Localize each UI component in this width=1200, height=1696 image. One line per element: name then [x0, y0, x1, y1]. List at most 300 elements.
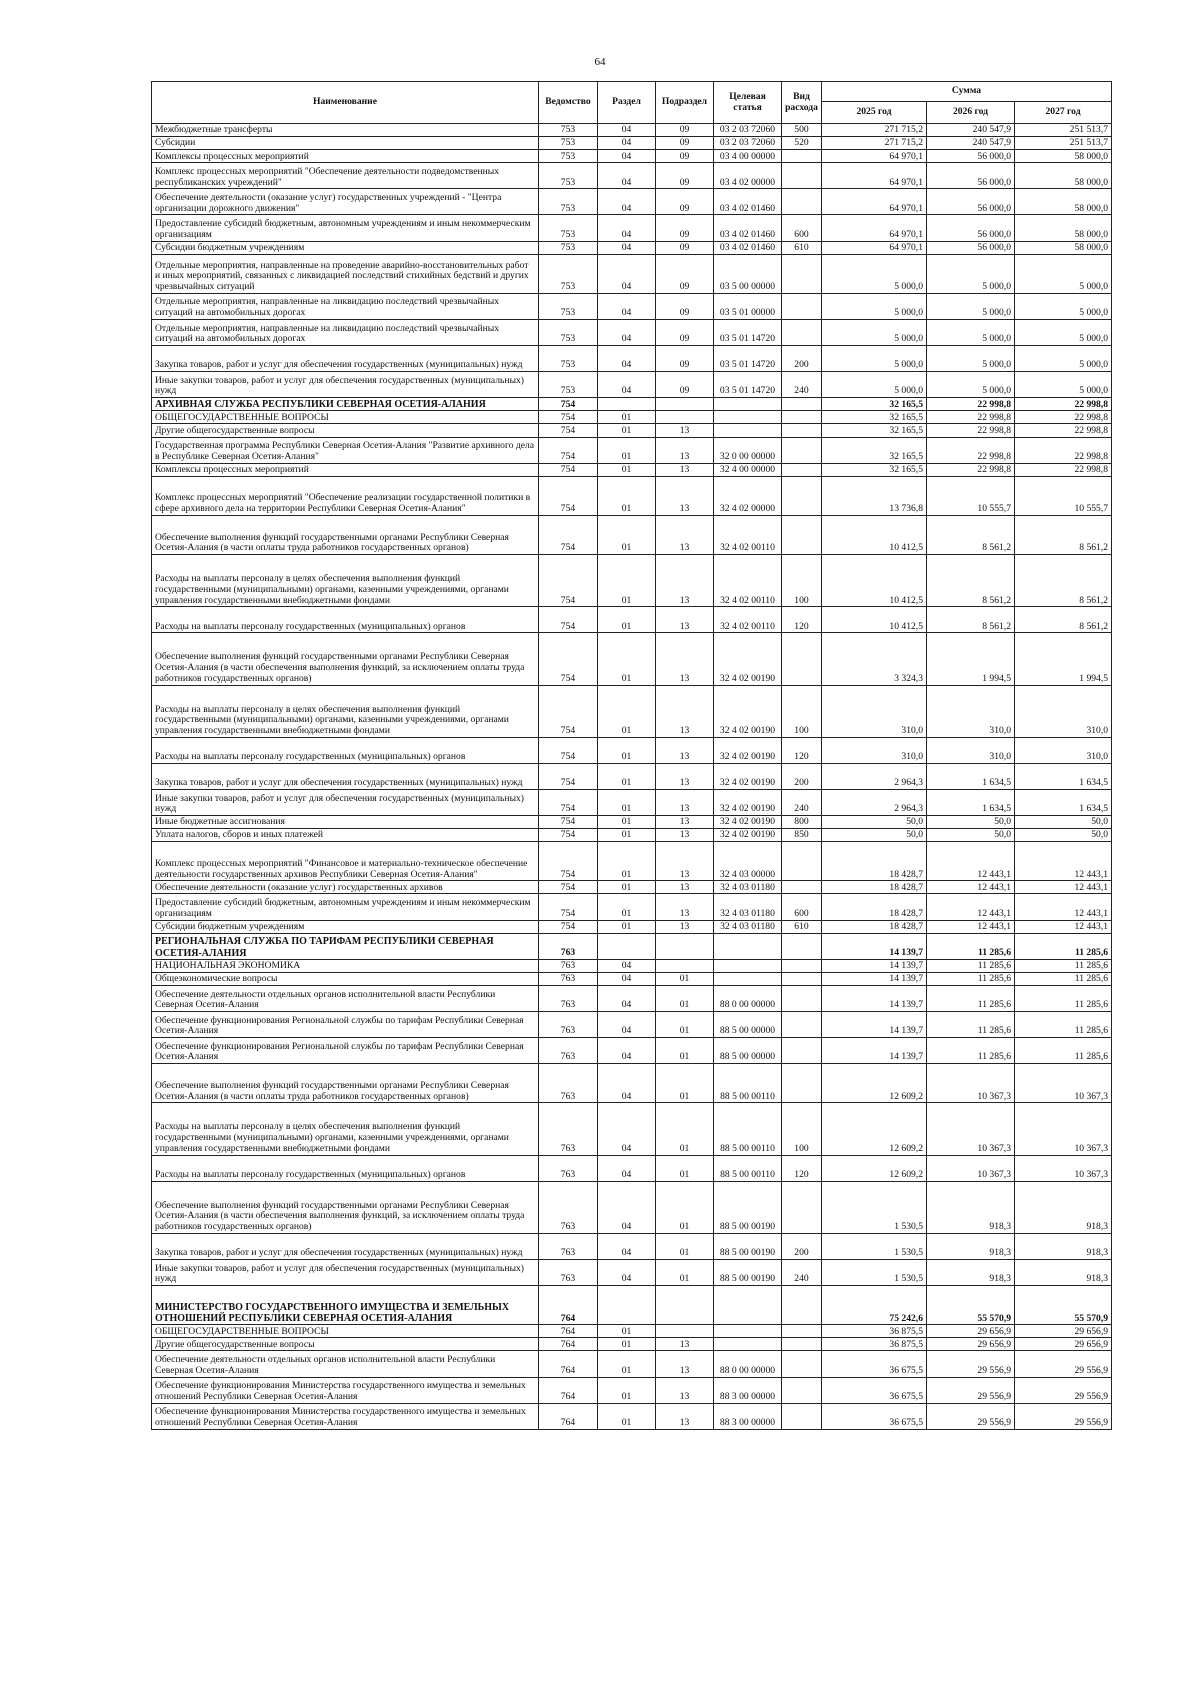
row-amount-2025: 64 970,1 [822, 215, 927, 241]
row-target-article: 03 2 03 72060 [714, 137, 782, 150]
row-razdel: 01 [598, 829, 656, 842]
row-amount-2026: 12 443,1 [927, 920, 1015, 933]
row-amount-2027: 12 443,1 [1015, 920, 1112, 933]
row-amount-2025: 18 428,7 [822, 920, 927, 933]
row-podrazdel: 13 [656, 816, 714, 829]
row-razdel: 04 [598, 254, 656, 293]
row-podrazdel [656, 1325, 714, 1338]
row-amount-2026: 11 285,6 [927, 1012, 1015, 1038]
table-row [152, 1325, 1112, 1338]
row-amount-2027: 918,3 [1015, 1233, 1112, 1259]
row-podrazdel: 01 [656, 972, 714, 985]
row-amount-2026: 918,3 [927, 1259, 1015, 1285]
row-expense-type [782, 959, 822, 972]
table-row [152, 842, 1112, 881]
row-expense-type [782, 1286, 822, 1325]
row-podrazdel: 01 [656, 1038, 714, 1064]
table-row [152, 1286, 1112, 1325]
row-razdel: 01 [598, 894, 656, 920]
row-amount-2027: 10 367,3 [1015, 1064, 1112, 1103]
row-amount-2026: 8 561,2 [927, 515, 1015, 554]
row-target-article: 32 4 03 01180 [714, 920, 782, 933]
row-amount-2027: 12 443,1 [1015, 881, 1112, 894]
table-row [152, 137, 1112, 150]
row-amount-2027: 22 998,8 [1015, 463, 1112, 476]
row-amount-2025: 10 412,5 [822, 555, 927, 607]
row-amount-2027: 58 000,0 [1015, 215, 1112, 241]
row-expense-type: 120 [782, 737, 822, 763]
table-row [152, 254, 1112, 293]
row-amount-2025: 50,0 [822, 829, 927, 842]
row-amount-2027: 22 998,8 [1015, 398, 1112, 411]
row-vedomstvo: 763 [539, 972, 598, 985]
row-podrazdel: 13 [656, 555, 714, 607]
row-razdel: 01 [598, 1403, 656, 1429]
row-amount-2025: 2 964,3 [822, 763, 927, 789]
row-target-article: 32 4 02 00190 [714, 737, 782, 763]
row-podrazdel [656, 933, 714, 959]
row-amount-2025: 5 000,0 [822, 372, 927, 398]
row-amount-2025: 3 324,3 [822, 633, 927, 685]
row-vedomstvo: 754 [539, 463, 598, 476]
row-razdel: 01 [598, 424, 656, 437]
row-amount-2026: 12 443,1 [927, 881, 1015, 894]
table-row [152, 372, 1112, 398]
row-amount-2026: 5 000,0 [927, 319, 1015, 345]
row-amount-2025: 14 139,7 [822, 985, 927, 1011]
row-amount-2027: 11 285,6 [1015, 1012, 1112, 1038]
header-sum: Сумма [822, 82, 1112, 102]
row-name: Другие общегосударственные вопросы [152, 1338, 539, 1351]
row-name: Государственная программа Республики Северная Осетия-Алания "Развитие архивного дела в Республике Северная Осетия-Алания" [152, 437, 539, 463]
row-name: Расходы на выплаты персоналу в целях обеспечения выполнения функций государственными (муниципальными) органами, казенными учреждениями, органами управления государственными внебюджетными фондами [152, 1103, 539, 1155]
row-amount-2027: 10 367,3 [1015, 1103, 1112, 1155]
row-vedomstvo: 764 [539, 1325, 598, 1338]
row-name: Межбюджетные трансферты [152, 124, 539, 137]
row-vedomstvo: 763 [539, 959, 598, 972]
row-target-article [714, 959, 782, 972]
row-target-article: 03 5 01 14720 [714, 372, 782, 398]
row-amount-2026: 22 998,8 [927, 398, 1015, 411]
row-amount-2025: 32 165,5 [822, 463, 927, 476]
row-podrazdel: 09 [656, 189, 714, 215]
row-razdel: 01 [598, 1325, 656, 1338]
row-amount-2025: 64 970,1 [822, 163, 927, 189]
row-expense-type [782, 293, 822, 319]
row-amount-2027: 55 570,9 [1015, 1286, 1112, 1325]
row-amount-2027: 58 000,0 [1015, 241, 1112, 254]
header-vedomstvo: Ведомство [539, 82, 598, 124]
row-expense-type [782, 1325, 822, 1338]
row-amount-2026: 5 000,0 [927, 346, 1015, 372]
row-expense-type [782, 437, 822, 463]
row-amount-2027: 22 998,8 [1015, 411, 1112, 424]
row-amount-2027: 29 556,9 [1015, 1403, 1112, 1429]
row-amount-2025: 32 165,5 [822, 437, 927, 463]
row-expense-type [782, 319, 822, 345]
row-amount-2026: 10 367,3 [927, 1103, 1015, 1155]
row-razdel [598, 398, 656, 411]
table-row [152, 189, 1112, 215]
row-expense-type: 610 [782, 241, 822, 254]
row-razdel: 01 [598, 685, 656, 737]
row-razdel [598, 933, 656, 959]
row-name: Отдельные мероприятия, направленные на ликвидацию последствий чрезвычайных ситуаций на автомобильных дорогах [152, 293, 539, 319]
row-name: Комплекс процессных мероприятий "Финансовое и материально-техническое обеспечение деятельности государственных архивов Республики Северная Осетия-Алания" [152, 842, 539, 881]
row-vedomstvo: 763 [539, 1012, 598, 1038]
row-target-article: 88 5 00 00190 [714, 1233, 782, 1259]
row-name: Другие общегосударственные вопросы [152, 424, 539, 437]
row-amount-2027: 1 634,5 [1015, 789, 1112, 815]
row-name: Обеспечение деятельности (оказание услуг) государственных учреждений - "Центра организации дорожного движения" [152, 189, 539, 215]
row-target-article: 32 4 03 01180 [714, 881, 782, 894]
page-number: 64 [594, 56, 606, 68]
row-target-article: 32 4 02 00190 [714, 633, 782, 685]
row-amount-2025: 50,0 [822, 816, 927, 829]
row-target-article [714, 1325, 782, 1338]
row-podrazdel: 09 [656, 163, 714, 189]
row-amount-2026: 10 367,3 [927, 1155, 1015, 1181]
row-amount-2025: 36 875,5 [822, 1338, 927, 1351]
row-amount-2027: 8 561,2 [1015, 607, 1112, 633]
row-vedomstvo: 754 [539, 685, 598, 737]
row-razdel: 01 [598, 842, 656, 881]
row-target-article: 88 3 00 00000 [714, 1403, 782, 1429]
table-row [152, 241, 1112, 254]
table-row [152, 816, 1112, 829]
row-amount-2025: 5 000,0 [822, 254, 927, 293]
row-razdel: 01 [598, 737, 656, 763]
row-name: Иные закупки товаров, работ и услуг для обеспечения государственных (муниципальных) нужд [152, 372, 539, 398]
row-amount-2026: 5 000,0 [927, 254, 1015, 293]
row-vedomstvo: 753 [539, 189, 598, 215]
row-name: Расходы на выплаты персоналу государственных (муниципальных) органов [152, 607, 539, 633]
row-vedomstvo: 764 [539, 1351, 598, 1377]
row-vedomstvo: 754 [539, 789, 598, 815]
row-target-article: 03 4 02 01460 [714, 189, 782, 215]
row-target-article [714, 1286, 782, 1325]
row-target-article [714, 933, 782, 959]
row-vedomstvo: 753 [539, 124, 598, 137]
row-podrazdel: 13 [656, 881, 714, 894]
row-razdel: 01 [598, 607, 656, 633]
row-vedomstvo: 753 [539, 254, 598, 293]
row-vedomstvo: 754 [539, 515, 598, 554]
row-podrazdel: 01 [656, 1259, 714, 1285]
row-amount-2025: 10 412,5 [822, 515, 927, 554]
row-razdel: 04 [598, 163, 656, 189]
row-razdel: 01 [598, 555, 656, 607]
row-target-article: 03 4 02 00000 [714, 163, 782, 189]
row-amount-2026: 240 547,9 [927, 124, 1015, 137]
row-amount-2027: 11 285,6 [1015, 985, 1112, 1011]
row-expense-type [782, 515, 822, 554]
table-row [152, 1403, 1112, 1429]
row-podrazdel: 13 [656, 763, 714, 789]
row-name: Закупка товаров, работ и услуг для обеспечения государственных (муниципальных) нужд [152, 763, 539, 789]
row-amount-2026: 29 556,9 [927, 1403, 1015, 1429]
row-expense-type: 200 [782, 763, 822, 789]
row-amount-2026: 11 285,6 [927, 972, 1015, 985]
table-row [152, 1377, 1112, 1403]
table-row [152, 881, 1112, 894]
row-amount-2026: 55 570,9 [927, 1286, 1015, 1325]
row-vedomstvo: 753 [539, 241, 598, 254]
row-target-article: 32 0 00 00000 [714, 437, 782, 463]
table-row [152, 894, 1112, 920]
row-razdel: 04 [598, 1181, 656, 1233]
header-target-article: Целевая статья [714, 82, 782, 124]
row-razdel: 01 [598, 789, 656, 815]
row-amount-2027: 11 285,6 [1015, 959, 1112, 972]
row-amount-2027: 5 000,0 [1015, 372, 1112, 398]
row-name: Предоставление субсидий бюджетным, автономным учреждениям и иным некоммерческим организациям [152, 894, 539, 920]
row-expense-type: 100 [782, 1103, 822, 1155]
row-podrazdel [656, 959, 714, 972]
header-razdel: Раздел [598, 82, 656, 124]
row-amount-2026: 5 000,0 [927, 293, 1015, 319]
row-name: Обеспечение деятельности отдельных органов исполнительной власти Республики Северная Осетия-Алания [152, 1351, 539, 1377]
row-podrazdel: 01 [656, 985, 714, 1011]
row-podrazdel: 09 [656, 241, 714, 254]
row-expense-type: 500 [782, 124, 822, 137]
row-amount-2026: 50,0 [927, 816, 1015, 829]
row-amount-2027: 8 561,2 [1015, 515, 1112, 554]
row-amount-2026: 310,0 [927, 737, 1015, 763]
row-amount-2026: 22 998,8 [927, 411, 1015, 424]
row-vedomstvo: 754 [539, 607, 598, 633]
row-target-article [714, 398, 782, 411]
row-podrazdel: 01 [656, 1064, 714, 1103]
row-name: ОБЩЕГОСУДАРСТВЕННЫЕ ВОПРОСЫ [152, 1325, 539, 1338]
row-amount-2027: 8 561,2 [1015, 555, 1112, 607]
row-podrazdel: 09 [656, 150, 714, 163]
row-vedomstvo: 764 [539, 1286, 598, 1325]
table-row [152, 920, 1112, 933]
row-amount-2027: 22 998,8 [1015, 424, 1112, 437]
row-podrazdel: 09 [656, 124, 714, 137]
row-target-article: 32 4 02 00190 [714, 685, 782, 737]
row-amount-2025: 1 530,5 [822, 1181, 927, 1233]
row-name: Иные бюджетные ассигнования [152, 816, 539, 829]
table-row [152, 1233, 1112, 1259]
row-amount-2025: 271 715,2 [822, 124, 927, 137]
row-amount-2027: 58 000,0 [1015, 163, 1112, 189]
table-row [152, 763, 1112, 789]
row-amount-2027: 1 634,5 [1015, 763, 1112, 789]
row-amount-2026: 56 000,0 [927, 241, 1015, 254]
row-amount-2027: 310,0 [1015, 685, 1112, 737]
row-expense-type [782, 150, 822, 163]
row-target-article: 32 4 03 00000 [714, 842, 782, 881]
table-row [152, 1012, 1112, 1038]
row-podrazdel [656, 398, 714, 411]
row-target-article: 03 5 01 00000 [714, 293, 782, 319]
row-razdel: 01 [598, 1338, 656, 1351]
row-amount-2026: 11 285,6 [927, 959, 1015, 972]
row-amount-2025: 14 139,7 [822, 933, 927, 959]
table-row [152, 1351, 1112, 1377]
row-name: Расходы на выплаты персоналу в целях обеспечения выполнения функций государственными (муниципальными) органами, казенными учреждениями, органами управления государственными внебюджетными фондами [152, 685, 539, 737]
row-vedomstvo: 753 [539, 319, 598, 345]
row-expense-type [782, 1338, 822, 1351]
row-vedomstvo: 754 [539, 476, 598, 515]
row-amount-2026: 56 000,0 [927, 150, 1015, 163]
table-row [152, 789, 1112, 815]
row-podrazdel: 13 [656, 685, 714, 737]
row-amount-2027: 29 556,9 [1015, 1351, 1112, 1377]
row-name: Обеспечение функционирования Министерства государственного имущества и земельных отношений Республики Северная Осетия-Алания [152, 1377, 539, 1403]
row-target-article: 03 5 00 00000 [714, 254, 782, 293]
row-vedomstvo: 764 [539, 1403, 598, 1429]
row-amount-2026: 310,0 [927, 685, 1015, 737]
row-target-article: 32 4 00 00000 [714, 463, 782, 476]
table-row [152, 607, 1112, 633]
row-target-article: 88 5 00 00110 [714, 1155, 782, 1181]
row-amount-2027: 251 513,7 [1015, 124, 1112, 137]
row-name: Расходы на выплаты персоналу в целях обеспечения выполнения функций государственными (муниципальными) органами, казенными учреждениями, органами управления государственными внебюджетными фондами [152, 555, 539, 607]
row-expense-type: 610 [782, 920, 822, 933]
table-row [152, 1259, 1112, 1285]
row-name: АРХИВНАЯ СЛУЖБА РЕСПУБЛИКИ СЕВЕРНАЯ ОСЕТИЯ-АЛАНИЯ [152, 398, 539, 411]
budget-table [151, 81, 1112, 1430]
row-target-article: 88 5 00 00000 [714, 1012, 782, 1038]
table-row [152, 124, 1112, 137]
row-name: Обеспечение выполнения функций государственными органами Республики Северная Осетия-Алания (в части обеспечения выполнения функций, за исключением оплаты труда работников государственных органов) [152, 1181, 539, 1233]
row-podrazdel: 01 [656, 1155, 714, 1181]
row-name: Обеспечение выполнения функций государственными органами Республики Северная Осетия-Алания (в части оплаты труда работников государственных органов) [152, 1064, 539, 1103]
row-expense-type: 800 [782, 816, 822, 829]
row-razdel: 01 [598, 411, 656, 424]
row-podrazdel: 13 [656, 1338, 714, 1351]
row-name: Обеспечение деятельности (оказание услуг) государственных архивов [152, 881, 539, 894]
row-expense-type [782, 1403, 822, 1429]
row-expense-type [782, 633, 822, 685]
table-row [152, 398, 1112, 411]
row-vedomstvo: 753 [539, 137, 598, 150]
row-amount-2027: 11 285,6 [1015, 933, 1112, 959]
row-razdel: 04 [598, 1038, 656, 1064]
row-razdel: 01 [598, 476, 656, 515]
row-target-article: 32 4 03 01180 [714, 894, 782, 920]
row-name: Субсидии [152, 137, 539, 150]
row-amount-2026: 29 556,9 [927, 1377, 1015, 1403]
row-amount-2027: 12 443,1 [1015, 894, 1112, 920]
row-amount-2027: 5 000,0 [1015, 254, 1112, 293]
row-podrazdel: 09 [656, 372, 714, 398]
header-expense-type: Вид расхода [782, 82, 822, 124]
row-razdel: 04 [598, 1259, 656, 1285]
row-expense-type: 200 [782, 346, 822, 372]
row-amount-2027: 251 513,7 [1015, 137, 1112, 150]
table-row [152, 476, 1112, 515]
row-razdel: 04 [598, 150, 656, 163]
row-amount-2026: 8 561,2 [927, 607, 1015, 633]
row-podrazdel: 13 [656, 829, 714, 842]
row-vedomstvo: 754 [539, 829, 598, 842]
row-amount-2027: 58 000,0 [1015, 189, 1112, 215]
table-row [152, 150, 1112, 163]
row-target-article: 03 4 00 00000 [714, 150, 782, 163]
row-razdel: 04 [598, 346, 656, 372]
table-row [152, 1038, 1112, 1064]
row-podrazdel: 13 [656, 1403, 714, 1429]
row-amount-2025: 13 736,8 [822, 476, 927, 515]
row-vedomstvo: 763 [539, 1181, 598, 1233]
row-amount-2025: 36 675,5 [822, 1403, 927, 1429]
row-expense-type [782, 1377, 822, 1403]
row-podrazdel: 09 [656, 215, 714, 241]
row-amount-2025: 64 970,1 [822, 150, 927, 163]
row-amount-2025: 36 675,5 [822, 1377, 927, 1403]
row-expense-type: 100 [782, 685, 822, 737]
table-row [152, 933, 1112, 959]
row-name: Комплекс процессных мероприятий "Обеспечение реализации государственной политики в сфере архивного дела на территории Республики Северная Осетия-Алания" [152, 476, 539, 515]
row-vedomstvo: 754 [539, 816, 598, 829]
row-expense-type [782, 881, 822, 894]
row-razdel: 04 [598, 985, 656, 1011]
row-amount-2025: 310,0 [822, 737, 927, 763]
row-podrazdel: 09 [656, 293, 714, 319]
row-podrazdel: 13 [656, 920, 714, 933]
table-row [152, 633, 1112, 685]
row-razdel: 01 [598, 515, 656, 554]
row-name: Расходы на выплаты персоналу государственных (муниципальных) органов [152, 1155, 539, 1181]
row-target-article: 03 2 03 72060 [714, 124, 782, 137]
row-name: Закупка товаров, работ и услуг для обеспечения государственных (муниципальных) нужд [152, 346, 539, 372]
row-vedomstvo: 763 [539, 1064, 598, 1103]
row-amount-2027: 918,3 [1015, 1259, 1112, 1285]
row-target-article: 32 4 02 00190 [714, 789, 782, 815]
row-name: Комплексы процессных мероприятий [152, 463, 539, 476]
row-amount-2026: 56 000,0 [927, 189, 1015, 215]
row-amount-2025: 5 000,0 [822, 319, 927, 345]
table-row [152, 215, 1112, 241]
row-name: Отдельные мероприятия, направленные на проведение аварийно-восстановительных работ и иных мероприятий, связанных с ликвидацией последствий стихийных бедствий и других чрезвычайных ситуаций [152, 254, 539, 293]
row-amount-2026: 56 000,0 [927, 215, 1015, 241]
row-vedomstvo: 753 [539, 150, 598, 163]
row-amount-2025: 1 530,5 [822, 1259, 927, 1285]
row-expense-type [782, 1012, 822, 1038]
row-razdel: 01 [598, 881, 656, 894]
row-expense-type [782, 1351, 822, 1377]
row-podrazdel: 01 [656, 1103, 714, 1155]
row-amount-2027: 10 555,7 [1015, 476, 1112, 515]
row-vedomstvo: 754 [539, 555, 598, 607]
row-podrazdel: 09 [656, 137, 714, 150]
row-name: Расходы на выплаты персоналу государственных (муниципальных) органов [152, 737, 539, 763]
row-razdel: 04 [598, 372, 656, 398]
row-expense-type: 120 [782, 607, 822, 633]
row-target-article: 88 5 00 00190 [714, 1181, 782, 1233]
row-target-article: 03 4 02 01460 [714, 241, 782, 254]
row-expense-type [782, 398, 822, 411]
row-name: ОБЩЕГОСУДАРСТВЕННЫЕ ВОПРОСЫ [152, 411, 539, 424]
row-target-article: 88 5 00 00110 [714, 1064, 782, 1103]
row-razdel: 04 [598, 1155, 656, 1181]
row-target-article: 03 4 02 01460 [714, 215, 782, 241]
row-vedomstvo: 753 [539, 163, 598, 189]
row-expense-type [782, 933, 822, 959]
table-row [152, 515, 1112, 554]
row-podrazdel: 13 [656, 607, 714, 633]
row-amount-2025: 18 428,7 [822, 842, 927, 881]
row-razdel: 01 [598, 463, 656, 476]
row-target-article: 32 4 02 00110 [714, 607, 782, 633]
row-target-article [714, 424, 782, 437]
row-vedomstvo: 754 [539, 411, 598, 424]
row-name: РЕГИОНАЛЬНАЯ СЛУЖБА ПО ТАРИФАМ РЕСПУБЛИКИ СЕВЕРНАЯ ОСЕТИЯ-АЛАНИЯ [152, 933, 539, 959]
